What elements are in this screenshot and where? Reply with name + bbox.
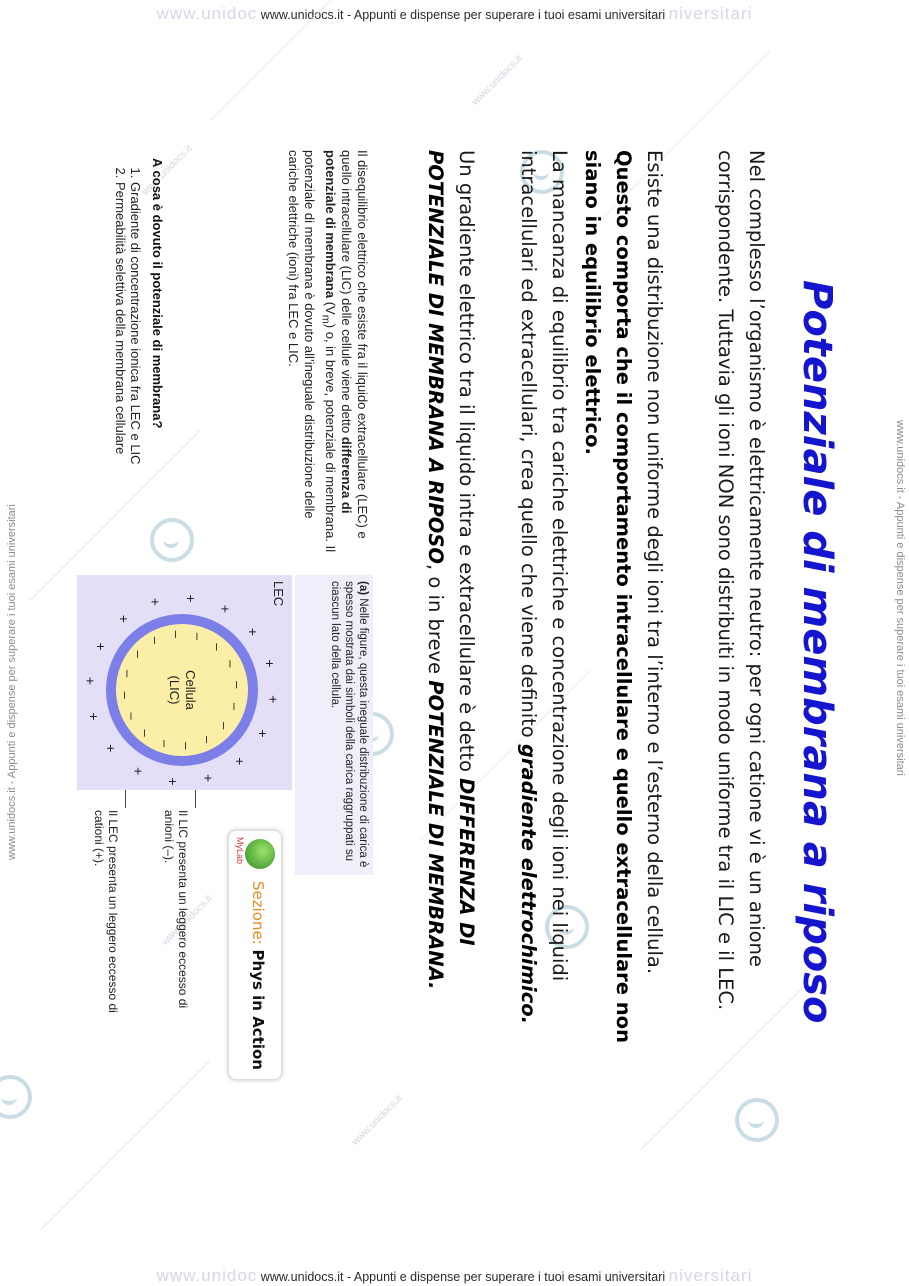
plus-sign: + bbox=[130, 767, 147, 776]
paragraph-definition-text: Un gradiente elettrico tra il liquido intra e extracellulare è detto bbox=[455, 150, 478, 779]
annotation-lec: Il LEC presenta un leggero eccesso di cationi (+). bbox=[92, 810, 120, 1013]
page-title: Potenziale di membrana a riposo bbox=[794, 280, 840, 1024]
mylab-section-value: Phys in Action bbox=[249, 949, 267, 1070]
plus-sign: + bbox=[85, 712, 102, 721]
minus-sign: – bbox=[118, 691, 134, 699]
watermark-small: www.unidocs.it bbox=[350, 1093, 405, 1148]
watermark-footer-ghost-right: niversitari bbox=[668, 1266, 753, 1285]
figure-caption-text: Nelle figure, questa ineguale distribuzione di carica è spesso mostrata dai simboli della carica raggruppati su ciascun lato della cellula. bbox=[329, 581, 369, 868]
paragraph-definition-term-2: POTENZIALE DI MEMBRANA. bbox=[424, 680, 447, 990]
textbook-paragraph-bold: differenza di potenziale di membrana bbox=[323, 150, 354, 514]
annotation-line bbox=[125, 790, 126, 808]
cell-label: Cellula bbox=[183, 670, 198, 710]
textbook-paragraph-vm-sub: m bbox=[319, 314, 332, 324]
minus-sign: – bbox=[120, 669, 136, 678]
minus-sign: – bbox=[229, 681, 245, 689]
minus-sign: – bbox=[200, 735, 216, 744]
paragraph-definition-mid: , o in breve bbox=[424, 564, 447, 681]
lec-label: LEC bbox=[271, 581, 286, 607]
minus-sign: – bbox=[130, 650, 146, 658]
minus-sign: – bbox=[157, 739, 173, 748]
plus-sign: + bbox=[164, 777, 181, 786]
mylab-section-label: Sezione: bbox=[249, 881, 267, 945]
cell-interior bbox=[116, 624, 248, 756]
minus-sign: – bbox=[227, 702, 243, 711]
plus-sign: + bbox=[232, 757, 249, 766]
annotation-line bbox=[195, 790, 196, 808]
paragraph-definition bbox=[420, 150, 482, 1050]
plus-sign: + bbox=[92, 642, 109, 651]
mylab-logo-icon bbox=[245, 839, 275, 869]
paragraph-distribution-bold: Questo comporta che il comportamento intracellulare e quello extracellulare non siano in equilibrio elettrico. bbox=[581, 150, 635, 1043]
minus-sign: – bbox=[217, 722, 233, 730]
plus-sign: + bbox=[217, 604, 234, 613]
question-heading: A cosa è dovuto il potenziale di membrana? bbox=[150, 158, 165, 429]
textbook-paragraph-vm: (V bbox=[323, 298, 338, 315]
plus-sign: + bbox=[245, 627, 262, 636]
minus-sign: – bbox=[168, 630, 184, 638]
plus-sign: + bbox=[147, 597, 164, 606]
plus-sign: + bbox=[115, 614, 132, 623]
plus-sign: + bbox=[255, 729, 272, 738]
minus-sign: – bbox=[209, 643, 225, 651]
minus-sign: – bbox=[190, 632, 206, 641]
mylab-section bbox=[249, 881, 267, 1070]
watermark-header bbox=[0, 4, 909, 24]
plus-sign: + bbox=[200, 774, 217, 783]
watermark-header-text: www.unidocs.it - Appunti e dispense per superare i tuoi esami universitari bbox=[260, 8, 666, 22]
plus-sign: + bbox=[102, 744, 119, 753]
watermark-left-side: www.unidocs.it - Appunti e dispense per superare i tuoi esami universitari bbox=[6, 504, 18, 860]
minus-sign: – bbox=[124, 712, 140, 720]
watermark-small: www.unidocs.it bbox=[470, 53, 525, 108]
minus-sign: – bbox=[179, 742, 195, 750]
rotated-page bbox=[30, 150, 840, 1150]
paragraph-gradient-term: gradiente elettrochimico. bbox=[517, 743, 540, 1025]
textbook-paragraph bbox=[285, 150, 370, 560]
watermark-ghost-left: www.unidoc bbox=[156, 4, 258, 23]
textbook-paragraph-end: ) o, in breve, potenziale di membrana. Il potenziale di membrana è dovuto all’ineguale distribuzione delle cariche elettriche (ioni) fra LEC e LIC. bbox=[286, 150, 338, 553]
plus-sign: + bbox=[262, 659, 279, 668]
plus-sign: + bbox=[183, 594, 200, 603]
watermark-small: www.unidocs.it bbox=[140, 143, 195, 198]
lic-label: (LIC) bbox=[167, 675, 182, 705]
paragraph-distribution bbox=[577, 150, 670, 1050]
figure-caption bbox=[295, 575, 373, 875]
answer-item: 1. Gradiente di concentrazione ionica fra LEC e LIC bbox=[128, 182, 143, 502]
watermark-right-side: www.unidocs.it - Appunti e dispense per superare i tuoi esami universitari bbox=[894, 420, 906, 776]
answer-item: 2. Permeabilità selettiva della membrana cellulare bbox=[113, 182, 128, 502]
watermark-ghost-right: niversitari bbox=[668, 4, 753, 23]
watermark-logo-icon bbox=[0, 1075, 32, 1119]
plus-sign: + bbox=[82, 676, 99, 685]
watermark-footer-ghost-left: www.unidoc bbox=[156, 1266, 258, 1285]
minus-sign: – bbox=[223, 660, 239, 668]
answer-list bbox=[113, 160, 143, 502]
textbook-paragraph-text: Il disequilibrio elettrico che esiste fra il liquido extracellulare (LEC) e quello intracellulare (LIC) delle cellule viene detto bbox=[339, 150, 370, 539]
minus-sign: – bbox=[138, 729, 154, 737]
annotation-lic: Il LIC presenta un leggero eccesso di anioni (–). bbox=[162, 810, 190, 1009]
mylab-badge bbox=[228, 830, 282, 1080]
cell-diagram bbox=[77, 575, 292, 790]
watermark-small: www.unidocs.it bbox=[160, 893, 215, 948]
watermark-footer-text: www.unidocs.it - Appunti e dispense per superare i tuoi esami universitari bbox=[260, 1270, 666, 1284]
paragraph-intro: Nel complesso l’organismo è elettricamente neutro: per ogni catione vi è un anione corrispondente. Tuttavia gli ioni NON sono distribuiti in modo uniforme tra il LIC e il LEC. bbox=[714, 150, 768, 1011]
watermark-footer bbox=[0, 1266, 909, 1286]
minus-sign: – bbox=[147, 636, 163, 645]
paragraph-gradient-text: La mancanza di equilibrio tra cariche elettriche e concentrazione degli ioni nei liquidi intracellulari ed extracellulari, crea quello che viene definito bbox=[517, 150, 571, 982]
plus-sign: + bbox=[265, 695, 282, 704]
figure-caption-label: (a) bbox=[357, 581, 369, 596]
paragraph-gradient bbox=[513, 150, 575, 1050]
paragraph-definition-term-1: DIFFERENZA DI POTENZIALE DI MEMBRANA A RIPOSO bbox=[424, 150, 478, 946]
paragraph-distribution-text: Esiste una distribuzione non uniforme degli ioni tra l’interno e l’esterno della cellula. bbox=[643, 150, 666, 975]
mylab-logo-text: MyLab bbox=[235, 837, 245, 865]
cell-figure bbox=[77, 575, 292, 790]
